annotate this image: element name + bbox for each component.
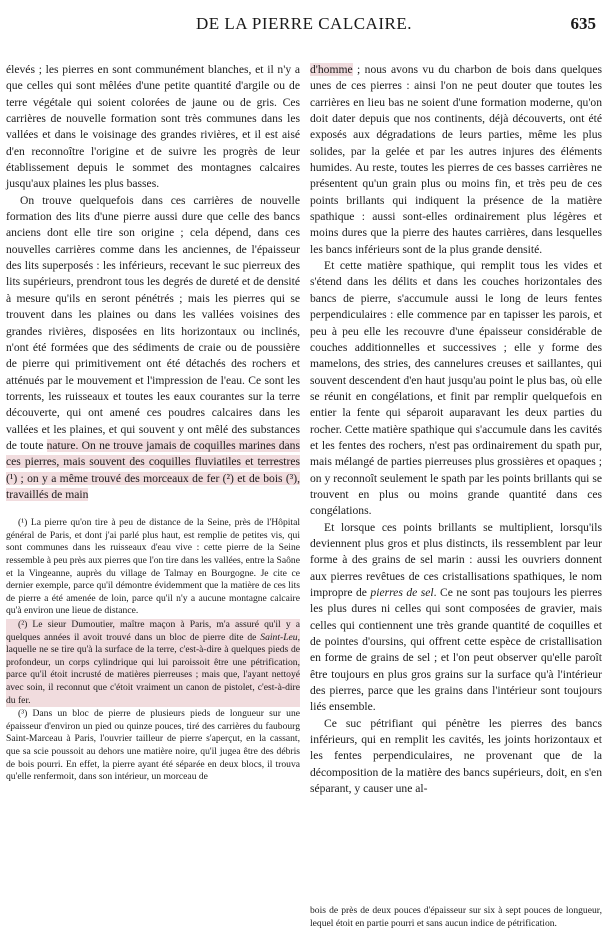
running-title: DE LA PIERRE CALCAIRE. [196,14,412,33]
page-header [0,14,608,42]
footnote-2-italic: Saint-Leu [260,631,298,643]
paragraph-5-text-b: . Ce ne sont pas toujours les pierres les plus dures ni celles qui sont composées de gravier, mais celles qui contiennent une très grande quantité de coquilles et de pointes d'oursins, qui offrent cette espèce de cristallisation en forme de grains de sel ; et l'on peut observer qu'elle paroît être toujours en plus gros grains sur la surface qu'à l'intérieur des pierres, parce que les grains dans l'intérieur sont toujours liés ensemble. [310,586,602,714]
footnote-2 [6,619,300,707]
footnotes [6,517,300,783]
page-number: 635 [570,14,596,33]
footnote-2-text-b: , laquelle ne se tire qu'à la surface de la terre, c'est-à-dire à quelques pieds de profondeur, un corps cylindrique qui lui paroissoit être une pétrification, parce qu'il étoit incrusté de matières pierreuses ; mais que, l'ayant nettoyé avec soin, il reconnut que c'étoit vraiment un canon de pistolet, c'est-à-dire du fer. [6,631,300,706]
footnote-1: (¹) La pierre qu'on tire à peu de distance de la Seine, près de l'Hôpital général de Paris, et dont j'ai parlé plus haut, est remplie de petites vis, qui sont communes dans les ruisseaux d'eau vive : cette pierre de la Seine ressemble à peu près aux pierres que l'on tire dans les vallées, entre la Saône et la Vingeanne, auprès du village de Talmay en Bourgogne. Je cite ce dernier exemple, parce qu'il démontre évidemment que la matière de ces lits de pierre a été amenée de loin, parce qu'il n'y a aucune montagne calcaire qu'à environ une lieue de distance. [6,517,300,617]
highlighted-passage: nature. On ne trouve jamais de coquilles marines dans ces pierres, mais souvent des coquilles fluviatiles et terrestres (¹) ; on y a même trouvé des morceaux de fer (²) et de bois (³), travaillés de main [6,438,300,501]
highlighted-word: d'homme [310,63,353,76]
paragraph-5 [310,520,602,716]
right-body-text [310,62,602,797]
left-body-text [6,62,300,503]
paragraph-5-italic: pierres de sel [370,586,434,599]
footnote-2-text-a: (²) Le sieur Dumoutier, maître maçon à Paris, m'a assuré qu'il y a quelques années il avoit trouvé dans un bloc de pierre dite de [6,619,300,643]
paragraph-3 [310,62,602,258]
left-column [6,62,300,785]
paragraph-2-text: On trouve quelquefois dans ces carrières de nouvelle formation des lits d'une pierre aussi dure que celle des bancs anciens dont elle tire son origine ; cela dépend, dans ces nouvelles carrières comme dans les anciennes, de l'épaisseur des lits superposés : les inférieurs, recevant le suc pierreux des lits supérieurs, prendront tous les degrés de dureté et de densité à mesure qu'ils en seront pénétrés ; mais les pierres qui se trouvent dans les plaines ou dans les vallées voisines des grandes rivières, disposées en lits horizontaux ou inclinés, n'ont été formées que des sédiments de craie ou de poussière de pierre qui primitivement ont été détachés des rochers et atténués par le mouvement et l'impression de l'eau. Ce sont les torrents, les ruisseaux et toutes les eaux courantes sur la terre découverte, qui ont amené ces poudres calcaires dans les vallées et les plaines, et qui souvent y ont mêlé des substances de toute [6,193,300,452]
paragraph-6: Ce suc pétrifiant qui pénètre les pierres des bancs inférieurs, qui en remplit les cavités, les joints horizontaux et les fentes perpendiculaires, ne provenant que de la décomposition de la matière des bancs supérieurs, doit, en s'en séparant, y causer une al- [310,716,602,796]
footnote-3: (³) Dans un bloc de pierre de plusieurs pieds de longueur sur une épaisseur d'environ un pied ou quinze pouces, tiré des carrières du faubourg Saint-Marceau à Paris, l'ouvrier tailleur de pierre s'aperçut, en la cassant, que sa scie poussoit au dehors une matière noire, qu'il jugea être des débris de bois pourri. En effet, la pierre ayant été séparée en deux blocs, il trouva qu'elle renfermoit, dans son intérieur, un morceau de [6,708,300,783]
paragraph-3-text: ; nous avons vu du charbon de bois dans quelques unes de ces pierres : ainsi l'on ne peut douter que toutes les carrières en lieu bas ne soient d'une formation moderne, qu'on doit dater depuis que nos continents, déjà découverts, ont été exposés aux dégradations de leurs parties, même les plus solides, par la gelée et par les autres injures des éléments humides. Au reste, toutes les pierres de ces basses carrières ne présentent qu'un grain plus ou moins fin, et très peu de ces points brillants qui indiquent la présence de la matière spathique : aussi sont-elles ordinairement plus légères et moins dures que la pierre des hautes carrières, dans lesquelles les bancs inférieurs sont de la plus grande densité. [310,63,602,256]
right-column [310,62,602,797]
paragraph-4: Et cette matière spathique, qui remplit tous les vides et s'étend dans les délits et dans les couches horizontales des bancs de pierre, s'accumule aussi le long de leurs fentes perpendiculaires : elle commence par en tapisser les parois, et peu à peu elle les recouvre d'une épaisseur considérable de couches additionnelles et successives ; elle y forme des mamelons, des stries, des cannelures creuses et saillantes, qui souvent descendent d'en haut jusqu'au point le plus bas, où elle se réunit en congélations, et finit par remplir quelquefois en entier la fente qui séparoit auparavant les deux parties du rocher. Cette matière spathique qui s'accumule dans les cavités et les fentes des rochers, n'est pas ordinairement du spath pur, mais mélangé de parties pierreuses plus grossières et opaques ; on y reconnoît seulement le spath par les points brillants qui se trouvent en plus ou moins grande quantité dans ces congélations. [310,259,602,518]
paragraph-2 [6,193,300,504]
footnote-3-continuation: bois de près de deux pouces d'épaisseur sur six à sept pouces de longueur, lequel étoit en partie pourri et sans aucun indice de pétrification. [310,905,602,929]
footnote-continuation [310,905,602,930]
paragraph-1: élevés ; les pierres en sont communément blanches, et il n'y a que celles qui sont mêlées d'une petite quantité d'argile ou de terre végétale qui soient colorées de jaune ou de gris. Ces carrières de nouvelle formation sont très communes dans les vallées et dans le voisinage des grandes rivières, et il est aisé d'en reconnoître l'origine et de suivre les progrès de leur établissement depuis le sommet des montagnes calcaires jusqu'aux plaines les plus basses. [6,63,300,191]
paragraph-5-text-a: Et lorsque ces points brillants se multiplient, lorsqu'ils deviennent plus gros et plus distincts, ils ressemblent par leur forme à des grains de sel marin : aussi les ouvriers donnent aux pierres revêtues de ces cristallisations spathiques, le nom impropre de [310,520,602,599]
